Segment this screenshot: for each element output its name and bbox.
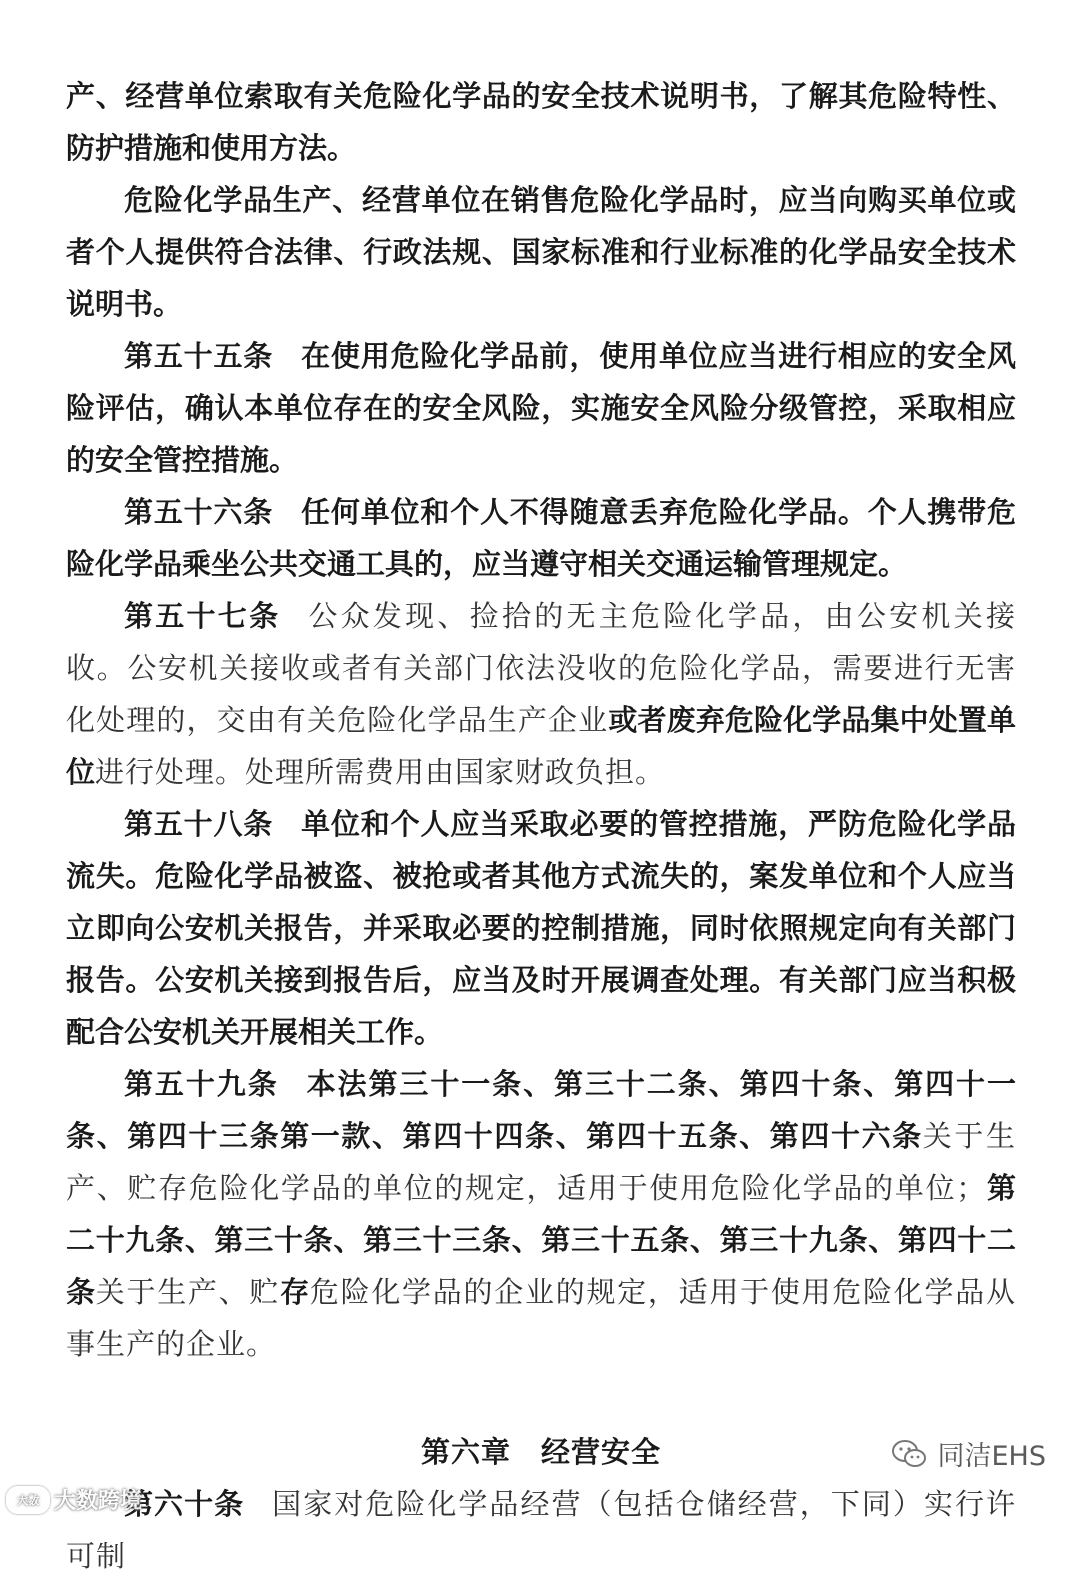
document-page [66, 70, 1016, 1582]
site-watermark [6, 1484, 142, 1515]
article-text-bold: 本法第三十一条、第三十二条、第四十条、第四十一条、第四十三条第一款、第四十四条、第四十五条、第四十六条 [66, 1067, 1016, 1153]
article-55 [66, 330, 1016, 486]
article-text-bold: 第二十九条、第三十条、第三十三条、第三十五条、第三十九条、第四十二条 [66, 1171, 1016, 1309]
article-text-light: 关于生产、贮存危险化学品的单位的规定，适用于使用危险化学品的单位； [66, 1119, 1016, 1205]
chapter-title: 经营安全 [541, 1435, 662, 1469]
article-text-light: 关于生产、贮 [95, 1275, 281, 1309]
article-text: 单位和个人应当采取必要的管控措施，严防危险化学品流失。危险化学品被盗、被抢或者其他方式流失的，案发单位和个人应当立即向公安机关报告，并采取必要的控制措施，同时依照规定向有关部门报告。公安机关接到报告后，应当及时开展调查处理。有关部门应当积极配合公安机关开展相关工作。 [66, 807, 1016, 1049]
wechat-watermark [891, 1434, 1046, 1473]
paragraph-sales: 危险化学品生产、经营单位在销售危险化学品时，应当向购买单位或者个人提供符合法律、行政法规、国家标准和行业标准的化学品安全技术说明书。 [66, 183, 1016, 321]
article-60 [66, 1478, 1016, 1582]
article-56 [66, 486, 1016, 590]
article-58 [66, 798, 1016, 1058]
article-57 [66, 590, 1016, 798]
article-number: 第五十六条 [124, 495, 274, 529]
article-59 [66, 1058, 1016, 1370]
article-text: 在使用危险化学品前，使用单位应当进行相应的安全风险评估，确认本单位存在的安全风险，实施安全风险分级管控，采取相应的安全管控措施。 [66, 339, 1016, 477]
article-text-light: 危险化学品的企业的规定，适用于使用危险化学品从事生产的企业。 [66, 1275, 1016, 1361]
site-watermark-text: 大数跨境 [54, 1489, 143, 1514]
article-text: 任何单位和个人不得随意丢弃危险化学品。个人携带危险化学品乘坐公共交通工具的，应当遵守相关交通运输管理规定。 [66, 495, 1016, 581]
wechat-icon [891, 1439, 927, 1469]
article-number: 第五十八条 [124, 807, 274, 841]
chapter-heading [66, 1426, 1016, 1478]
article-text-light: 进行处理。处理所需费用由国家财政负担。 [95, 755, 666, 789]
article-number: 第五十五条 [124, 339, 274, 373]
article-text-bold: 存 [280, 1275, 310, 1309]
article-text-light: 公众发现、捡拾的无主危险化学品，由公安机关接收。公安机关接收或者有关部门依法没收的危险化学品，需要进行无害化处理的，交由有关危险化学品生产企业 [66, 599, 1016, 737]
paragraph-continuation: 产、经营单位索取有关危险化学品的安全技术说明书，了解其危险特性、防护措施和使用方法。 [66, 79, 1016, 165]
site-logo-icon: 大数 [6, 1486, 50, 1514]
article-number: 第五十七条 [124, 599, 281, 633]
article-text-light: 国家对危险化学品经营（包括仓储经营，下同）实行许可制 [66, 1487, 1016, 1573]
chapter-number: 第六章 [420, 1435, 511, 1469]
article-number: 第五十九条 [124, 1067, 279, 1101]
article-number: 第六十条 [124, 1487, 245, 1521]
article-text-bold: 或者废弃危险化学品集中处置单位 [66, 703, 1016, 789]
wechat-account-name: 同洁EHS [937, 1441, 1046, 1472]
